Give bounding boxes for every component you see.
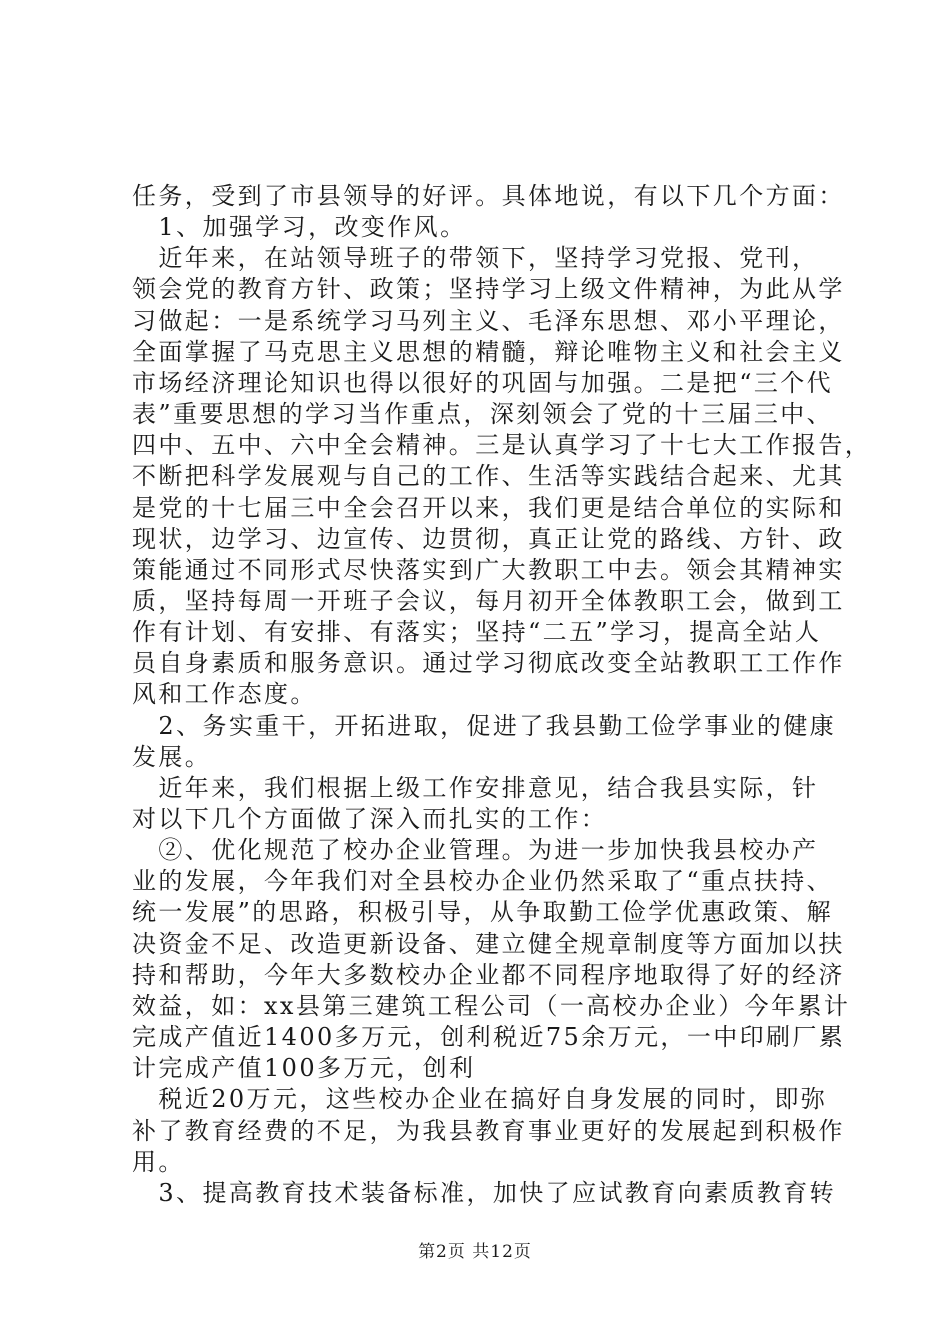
text-line: 全面掌握了马克思主义思想的精髓，辩论唯物主义和社会主义 [132, 337, 845, 366]
text-line: 统一发展”的思路，积极引导，从争取勤工俭学优惠政策、解 [132, 898, 834, 927]
text-line: 质，坚持每周一开班子会议，每月初开全体教职工会，做到工 [132, 586, 845, 615]
text-line: 不断把科学发展观与自己的工作、生活等实践结合起来、尤其 [132, 462, 845, 491]
text-line: 3、提高教育技术装备标准，加快了应试教育向素质教育转 [132, 1178, 837, 1207]
text-line: ②、优化规范了校办企业管理。为进一步加快我县校办产 [132, 836, 819, 865]
text-line: 近年来，在站领导班子的带领下，坚持学习党报、党刊， [132, 244, 819, 273]
text-line: 表”重要思想的学习当作重点，深刻领会了党的十三届三中、 [132, 400, 834, 429]
page-footer: 第2页 共12页 [418, 1242, 532, 1262]
text-line: 1、加强学习，改变作风。 [132, 213, 467, 242]
text-line: 计完成产值100多万元，创利 [132, 1054, 476, 1083]
text-line: 业的发展，今年我们对全县校办企业仍然采取了“重点扶持、 [132, 867, 834, 896]
text-line: 四中、五中、六中全会精神。三是认真学习了十七大工作报告， [132, 431, 872, 460]
text-line: 完成产值近1400多万元，创利税近75余万元，一中印刷厂累 [132, 1023, 846, 1052]
text-line: 策能通过不同形式尽快落实到广大教职工中去。领会其精神实 [132, 555, 845, 584]
text-line: 现状，边学习、边宣传、边贯彻，真正让党的路线、方针、政 [132, 524, 845, 553]
text-line: 是党的十七届三中全会召开以来，我们更是结合单位的实际和 [132, 493, 845, 522]
text-line: 作有计划、有安排、有落实；坚持“二五”学习，提高全站人 [132, 618, 822, 647]
text-line: 2、务实重干，开拓进取，促进了我县勤工俭学事业的健康 [132, 711, 837, 740]
text-line: 发展。 [132, 742, 212, 771]
text-line: 任务，受到了市县领导的好评。具体地说，有以下几个方面： [132, 182, 845, 210]
text-line: 决资金不足、改造更新设备、建立健全规章制度等方面加以扶 [132, 929, 845, 958]
text-line: 补了教育经费的不足，为我县教育事业更好的发展起到积极作 [132, 1116, 845, 1145]
text-line: 领会党的教育方针、政策；坚持学习上级文件精神，为此从学 [132, 275, 845, 304]
text-line: 市场经济理论知识也得以很好的巩固与加强。二是把“三个代 [132, 368, 834, 397]
text-line: 习做起：一是系统学习马列主义、毛泽东思想、邓小平理论， [132, 306, 845, 335]
text-line: 用。 [132, 1147, 185, 1176]
text-line: 近年来，我们根据上级工作安排意见，结合我县实际，针 [132, 773, 819, 802]
text-line: 税近20万元，这些校办企业在搞好自身发展的同时，即弥 [132, 1085, 828, 1114]
text-line: 效益，如：xx县第三建筑工程公司（一高校办企业）今年累计 [132, 991, 851, 1020]
text-line: 员自身素质和服务意识。通过学习彻底改变全站教职工工作作 [132, 649, 845, 678]
text-line: 持和帮助，今年大多数校办企业都不同程序地取得了好的经济 [132, 960, 845, 989]
text-line: 风和工作态度。 [132, 680, 317, 709]
text-line: 对以下几个方面做了深入而扎实的工作： [132, 805, 608, 833]
